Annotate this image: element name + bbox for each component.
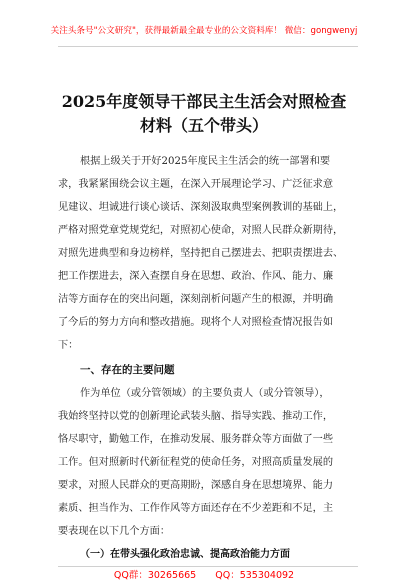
- paragraph-2-line: 素质、担当作为、工作作风等方面还存在不少差距和不足，主: [58, 503, 334, 514]
- paragraph-1-line: 对照先进典型和身边榜样，坚持把自己摆进去、把职责摆进去、: [58, 248, 344, 259]
- paragraph-1-line: 严格对照党章党规党纪，对照初心使命，对照人民群众新期待，: [58, 225, 344, 236]
- footer-contact: [0, 567, 408, 580]
- paragraph-1-line: 下：: [58, 340, 79, 351]
- paragraph-2-line: 作为单位（或分管领域）的主要负责人（或分管领导），: [80, 388, 330, 399]
- header-divider: [58, 46, 358, 47]
- paragraph-1-line: 把工作摆进去，深入查摆自身在思想、政治、作风、能力、廉: [58, 271, 334, 282]
- footer-qq: QQ：535304092: [215, 570, 295, 580]
- subsection-heading: （一）在带头强化政治忠诚、提高政治能力方面: [80, 549, 290, 560]
- paragraph-2-line: 要表现在以下几个方面：: [58, 526, 171, 537]
- paragraph-2-line: 我始终坚持以党的创新理论武装头脑、指导实践、推动工作，: [58, 411, 334, 422]
- paragraph-1-line: 洁等方面存在的突出问题，深刻剖析问题产生的根源，并明确: [58, 294, 334, 305]
- document-title-line-1: 2025年度领导干部民主生活会对照检查: [61, 92, 347, 111]
- document-title-line-2: 材料（五个带头）: [139, 116, 268, 135]
- paragraph-1-line: 求，我紧紧围绕会议主题，在深入开展理论学习、广泛征求意: [58, 179, 334, 190]
- paragraph-1-line: 了今后的努力方向和整改措施。现将个人对照检查情况报告如: [58, 317, 334, 328]
- paragraph-2-line: 要求，对照人民群众的更高期盼，深感自身在思想境界、能力: [58, 480, 334, 491]
- header-banner: 关注头条号"公文研究"，获得最新最全最专业的公文资料库！ 微信：gongwenyj: [50, 26, 358, 36]
- paragraph-2-line: 恪尽职守，勤勉工作，在推动发展、服务群众等方面做了一些: [58, 434, 334, 445]
- paragraph-1-line: 根据上级关于开好2025年度民主生活会的统一部署和要: [80, 156, 331, 167]
- paragraph-2-line: 工作。但对照新时代新征程党的使命任务，对照高质量发展的: [58, 457, 334, 468]
- paragraph-1-line: 见建议、坦诚进行谈心谈话、深刻汲取典型案例教训的基础上，: [58, 202, 344, 213]
- footer-qq-group: QQ群：30265665: [113, 570, 197, 580]
- section-heading: 一、存在的主要问题: [80, 364, 175, 376]
